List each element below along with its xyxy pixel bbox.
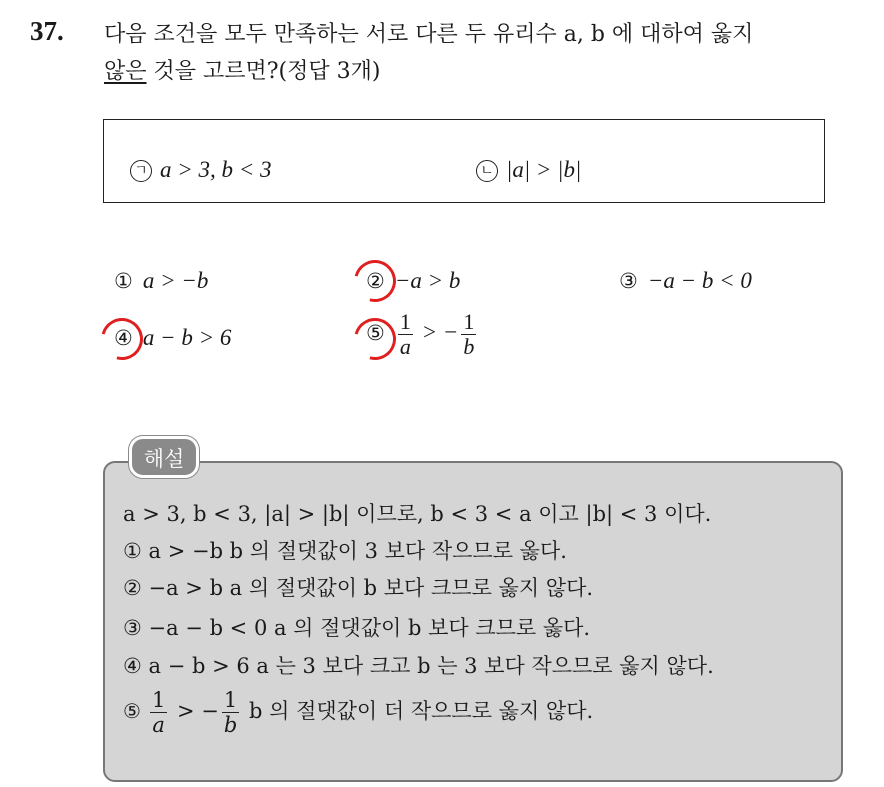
question-number: 37. (30, 16, 64, 46)
frac-right-denominator: b (463, 334, 475, 359)
solution-tag: 해설 (129, 436, 199, 478)
option-marker-4: ④ (114, 326, 133, 350)
option-5-fraction-left (398, 310, 413, 359)
option-marker-3: ③ (619, 269, 638, 293)
answer-mark-2 (346, 252, 403, 309)
option-1[interactable] (114, 268, 208, 294)
frac-right-numerator: 1 (463, 309, 475, 334)
solution-5-rest: b 의 절댓값이 더 작으므로 옳지 않다. (242, 699, 594, 723)
condition-1 (130, 157, 272, 183)
answer-mark-4 (93, 310, 150, 367)
stem-line2-rest: 것을 고르면?(정답 3개) (146, 59, 381, 84)
solution-5-fraction-right (222, 688, 239, 737)
solution-5-fraction-left (150, 688, 167, 737)
option-3[interactable] (619, 268, 752, 294)
condition-2 (476, 157, 581, 183)
sol-frac-right-numerator: 1 (223, 688, 238, 712)
solution-line-3: ③ −a − b < 0 a 의 절댓값이 b 보다 크므로 옳다. (123, 616, 591, 640)
solution-line-4: ④ a − b > 6 a 는 3 보다 크고 b 는 3 보다 작으므로 옳지 않다. (123, 654, 714, 678)
option-5-fraction-right (461, 310, 476, 359)
solution-line-1: ① a > −b b 의 절댓값이 3 보다 작으므로 옳다. (123, 539, 567, 563)
frac-left-numerator: 1 (399, 309, 411, 334)
sol-frac-left-numerator: 1 (151, 688, 166, 712)
option-marker-2: ② (366, 269, 385, 293)
option-marker-1: ① (114, 269, 133, 293)
question-stem-line1: 다음 조건을 모두 만족하는 서로 다른 두 유리수 a, b 에 대하여 옳지 (104, 22, 754, 47)
question-stem-line2 (104, 54, 380, 85)
solution-line-5 (123, 688, 593, 737)
option-expr-2: −a > b (394, 268, 461, 293)
solution-marker-5: ⑤ (123, 699, 141, 723)
solution-line-0: a > 3, b < 3, |a| > |b| 이므로, b < 3 < a 이고 |b| < 3 이다. (123, 502, 712, 526)
option-expr-3: −a − b < 0 (647, 268, 752, 293)
sol-frac-left-denominator: a (152, 713, 165, 737)
underlined-word: 않은 (104, 59, 147, 84)
sol-frac-right-denominator: b (223, 713, 238, 737)
condition-marker-1: ㄱ (130, 160, 152, 182)
option-5-relation: > − (415, 319, 459, 345)
solution-line-2: ② −a > b a 의 절댓값이 b 보다 크므로 옳지 않다. (123, 576, 594, 600)
solution-5-relation: > − (170, 699, 219, 723)
option-marker-5: ⑤ (366, 320, 385, 345)
frac-left-denominator: a (399, 334, 411, 359)
option-expr-4: a − b > 6 (142, 325, 232, 350)
condition-expr-1: a > 3, b < 3 (160, 157, 272, 182)
condition-marker-2: ㄴ (476, 160, 498, 182)
condition-expr-2: |a| > |b| (506, 157, 582, 182)
option-expr-1: a > −b (142, 268, 209, 293)
